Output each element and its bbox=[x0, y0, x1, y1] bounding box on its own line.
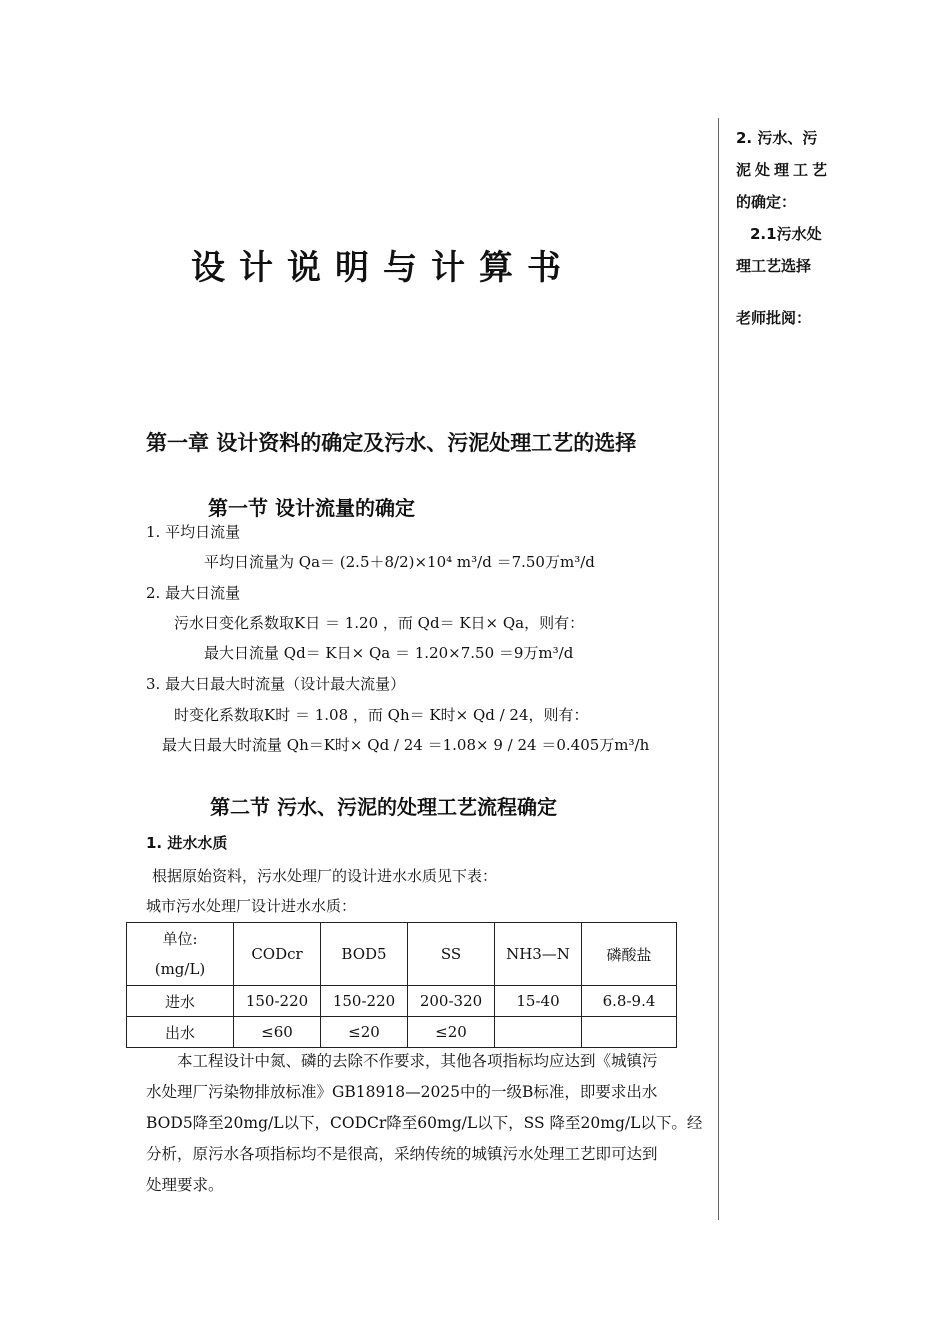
chapter-heading: 第一章 设计资料的确定及污水、污泥处理工艺的选择 bbox=[146, 431, 637, 455]
paragraph-line: 分析，原污水各项指标均不是很高，采纳传统的城镇污水处理工艺即可达到 bbox=[146, 1145, 658, 1163]
table-header-cell: 磷酸盐 bbox=[582, 923, 677, 986]
table-cell bbox=[495, 1017, 582, 1048]
table-cell bbox=[582, 1017, 677, 1048]
margin-note-line: 2.1污水处 bbox=[750, 225, 822, 243]
table-header-cell: NH3—N bbox=[495, 923, 582, 986]
table-cell: ≤20 bbox=[321, 1017, 408, 1048]
unit-value: (mg/L) bbox=[154, 960, 206, 978]
list-item-heading: 2. 最大日流量 bbox=[146, 584, 241, 602]
margin-notes bbox=[736, 122, 836, 334]
body-paragraph bbox=[146, 1046, 710, 1201]
table-caption: 城市污水处理厂设计进水水质： bbox=[146, 897, 357, 915]
teacher-review-label: 老师批阅： bbox=[736, 309, 812, 327]
section-heading: 第一节 设计流量的确定 bbox=[208, 496, 415, 520]
paragraph-line: BOD5降至20mg/L以下，CODCr降至60mg/L以下，SS 降至20mg/L以下。经 bbox=[146, 1114, 703, 1132]
table-header-row bbox=[127, 923, 677, 986]
unit-label: 单位: bbox=[162, 930, 198, 948]
table-header-cell: BOD5 bbox=[321, 923, 408, 986]
table-row-label: 出水 bbox=[127, 1017, 234, 1048]
table-cell: 200-320 bbox=[408, 986, 495, 1017]
formula-line: 时变化系数取K时 ＝ 1.08 ，而 Qh＝ K时× Qd / 24，则有： bbox=[174, 706, 589, 724]
table-row-label: 进水 bbox=[127, 986, 234, 1017]
margin-note-line: 2. 污水、污 bbox=[736, 129, 818, 147]
table-cell: 150-220 bbox=[234, 986, 321, 1017]
formula-line: 平均日流量为 Qa＝ (2.5＋8/2)×10⁴ m³/d ＝7.50万m³/d bbox=[204, 553, 595, 571]
table-cell: 150-220 bbox=[321, 986, 408, 1017]
margin-note-line: 泥处理工艺 bbox=[736, 161, 832, 179]
section-heading: 第二节 污水、污泥的处理工艺流程确定 bbox=[210, 795, 557, 819]
formula-line: 最大日流量 Qd＝ K日× Qa ＝ 1.20×7.50 ＝9万m³/d bbox=[204, 644, 574, 662]
list-item-heading: 3. 最大日最大时流量（设计最大流量） bbox=[146, 675, 406, 693]
list-item-heading: 1. 平均日流量 bbox=[146, 523, 241, 541]
table-header-cell: CODcr bbox=[234, 923, 321, 986]
paragraph-line: 处理要求。 bbox=[146, 1176, 224, 1194]
formula-line: 污水日变化系数取K日 ＝ 1.20 ，而 Qd＝ K日× Qa，则有： bbox=[174, 614, 585, 632]
paragraph-line: 水处理厂污染物排放标准》GB18918—2025中的一级B标准，即要求出水 bbox=[146, 1083, 658, 1101]
formula-line: 最大日最大时流量 Qh＝K时× Qd / 24 ＝1.08× 9 / 24 ＝0.405万m³/h bbox=[162, 736, 650, 754]
table-cell: ≤60 bbox=[234, 1017, 321, 1048]
table-header-cell bbox=[127, 923, 234, 986]
table-header-cell: SS bbox=[408, 923, 495, 986]
margin-note-line: 的确定： bbox=[736, 193, 797, 211]
document-title: 设计说明与计算书 bbox=[191, 248, 575, 288]
intro-text: 根据原始资料，污水处理厂的设计进水水质见下表： bbox=[152, 867, 498, 885]
table-cell: ≤20 bbox=[408, 1017, 495, 1048]
table-cell: 6.8-9.4 bbox=[582, 986, 677, 1017]
table-row bbox=[127, 1017, 677, 1048]
table-row bbox=[127, 986, 677, 1017]
paragraph-line: 本工程设计中氮、磷的去除不作要求，其他各项指标均应达到《城镇污 bbox=[177, 1052, 658, 1070]
margin-note-line: 理工艺选择 bbox=[736, 257, 812, 275]
water-quality-table bbox=[126, 922, 677, 1048]
list-item-heading: 1. 进水水质 bbox=[146, 834, 228, 852]
table-cell: 15-40 bbox=[495, 986, 582, 1017]
